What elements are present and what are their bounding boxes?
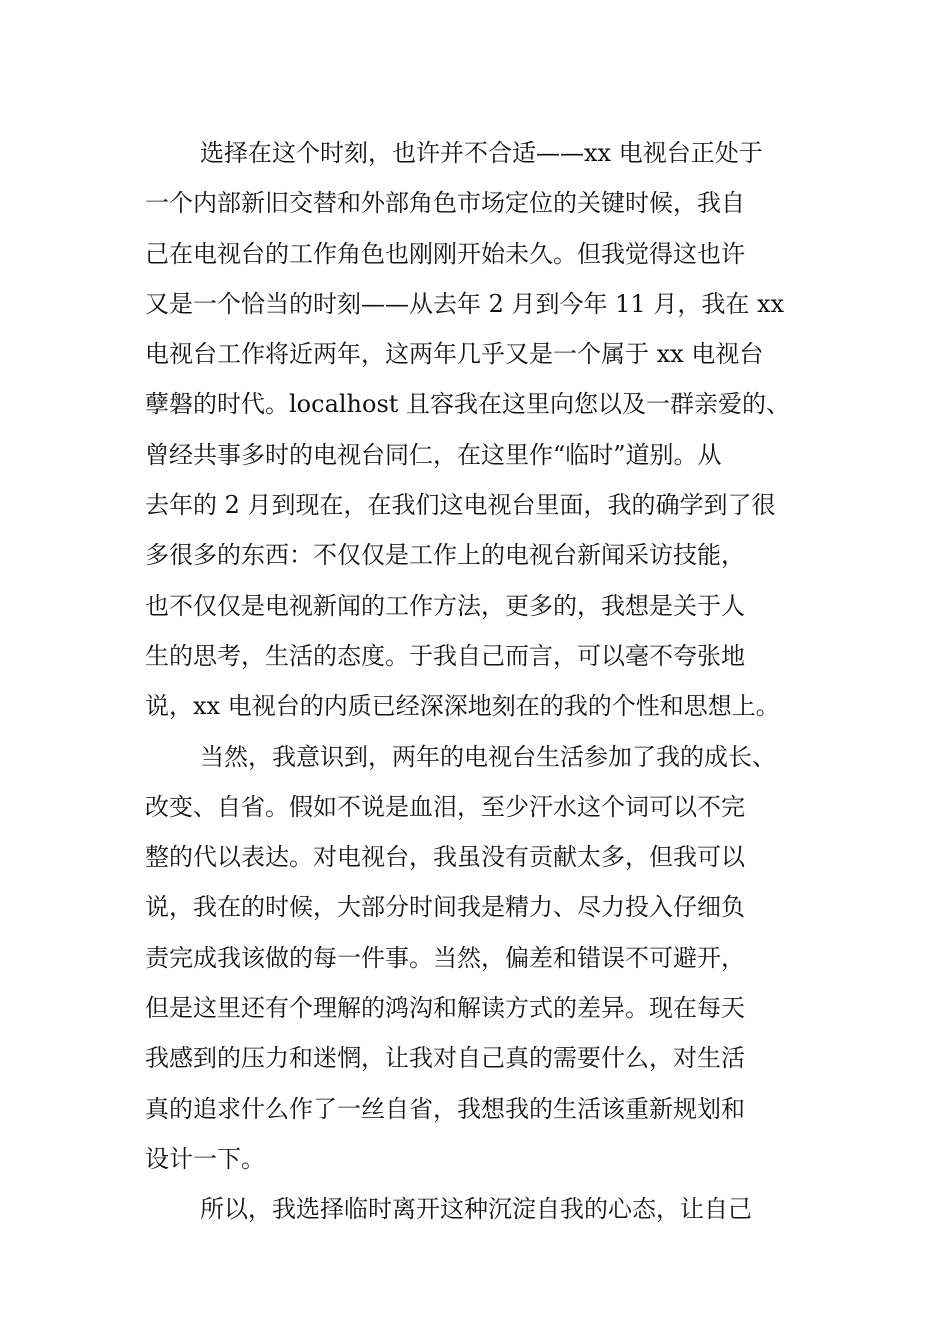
- text-line: 一个内部新旧交替和外部角色市场定位的关键时候，我自: [145, 189, 745, 218]
- text-line: 曾经共事多时的电视台同仁，在这里作“临时”道别。从: [145, 440, 722, 469]
- text-line: 整的代以表达。对电视台，我虽没有贡献太多，但我可以: [145, 843, 745, 872]
- text-line: 真的追求什么作了一丝自省，我想我的生活该重新规划和: [145, 1094, 745, 1123]
- text-line: 说，我在的时候，大部分时间我是精力、尽力投入仔细负: [145, 893, 745, 922]
- text-line: 也不仅仅是电视新闻的工作方法，更多的，我想是关于人: [145, 591, 745, 620]
- text-line: 生的思考，生活的态度。于我自己而言，可以毫不夸张地: [145, 641, 745, 670]
- text-line: 选择在这个时刻，也许并不合适——xx 电视台正处于: [200, 139, 763, 167]
- text-line: 又是一个恰当的时刻——从去年 2 月到今年 11 月，我在 xx: [145, 289, 785, 318]
- text-line: 设计一下。: [145, 1144, 265, 1173]
- paragraph: [145, 128, 810, 732]
- text-line: 电视台工作将近两年，这两年几乎又是一个属于 xx 电视台: [145, 340, 764, 369]
- text-line: 孽磐的时代。localhost 且容我在这里向您以及一群亲爱的、: [145, 390, 791, 419]
- paragraph: [145, 1184, 810, 1234]
- paragraph: [145, 732, 810, 1185]
- text-line: 但是这里还有个理解的鸿沟和解读方式的差异。现在每天: [145, 994, 745, 1023]
- text-line: 责完成我该做的每一件事。当然，偏差和错误不可避开，: [145, 943, 745, 972]
- text-line: 说，xx 电视台的内质已经深深地刻在的我的个性和思想上。: [145, 692, 780, 721]
- text-line: 我感到的压力和迷惘，让我对自己真的需要什么，对生活: [145, 1044, 745, 1073]
- text-line: 多很多的东西：不仅仅是工作上的电视台新闻采访技能，: [145, 541, 745, 570]
- document-body: [145, 128, 810, 1235]
- text-line: 去年的 2 月到现在，在我们这电视台里面，我的确学到了很: [145, 491, 776, 520]
- text-line: 改变、自省。假如不说是血泪，至少汗水这个词可以不完: [145, 792, 745, 821]
- text-line: 当然，我意识到，两年的电视台生活参加了我的成长、: [200, 742, 776, 771]
- text-line: 己在电视台的工作角色也刚刚开始未久。但我觉得这也许: [145, 239, 745, 268]
- text-line: 所以，我选择临时离开这种沉淀自我的心态，让自己: [200, 1195, 752, 1224]
